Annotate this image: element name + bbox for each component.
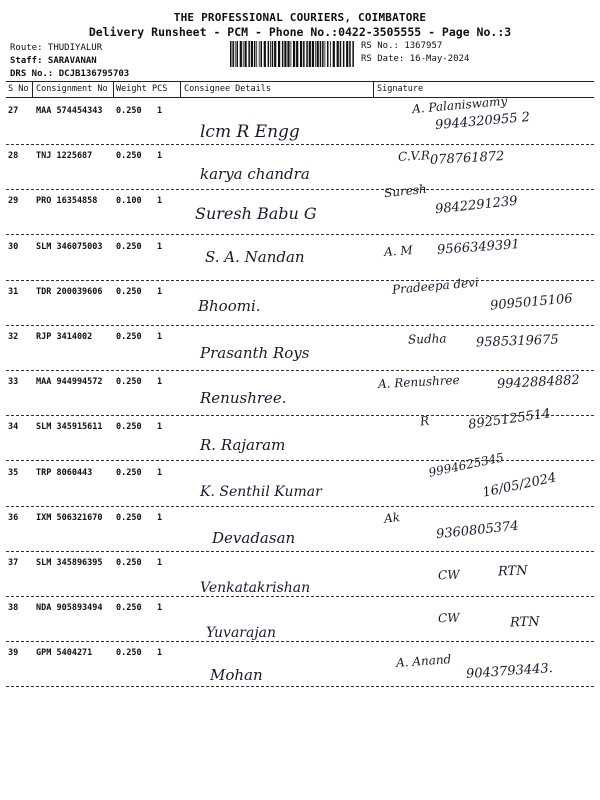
row-signature-phone: 16/05/2024 <box>481 469 558 501</box>
row-signature: Suresh <box>383 182 428 201</box>
header-top-rule <box>6 81 594 82</box>
row-sno: 27 <box>8 106 19 116</box>
row-signature: R <box>419 413 430 429</box>
row-weight: 0.250 <box>116 106 142 116</box>
row-weight: 0.100 <box>116 196 142 207</box>
row-consignment-no: MAA 574454343 <box>36 106 103 116</box>
row-signature: CW <box>437 567 460 583</box>
row-sno: 38 <box>8 603 19 614</box>
company-title: THE PROFESSIONAL COURIERS, COIMBATORE <box>173 11 427 24</box>
row-sno: 31 <box>8 286 19 297</box>
column-divider <box>373 81 374 98</box>
row-signature: A. Palaniswamy <box>411 93 508 117</box>
row-pcs: 1 <box>157 286 163 297</box>
row-consignment-no: TRP 8060443 <box>36 467 93 478</box>
row-sno: 35 <box>8 467 19 478</box>
row-signature: CW <box>437 610 460 626</box>
table-row <box>0 449 600 507</box>
row-signature-phone: 9942884882 <box>496 373 581 393</box>
row-consignee-handwritten: lcm R Engg <box>200 122 300 142</box>
row-pcs: 1 <box>157 422 163 433</box>
row-pcs: 1 <box>157 332 163 342</box>
row-signature-phone: 9566349391 <box>436 236 521 258</box>
column-divider <box>113 81 114 98</box>
row-sno: 33 <box>8 377 19 388</box>
row-consignee-handwritten: Mohan <box>210 666 263 685</box>
column-divider <box>180 81 181 98</box>
row-consignment-no: MAA 944994572 <box>36 377 103 388</box>
row-signature-phone: RTN <box>509 614 540 631</box>
row-signature-phone: 9842291239 <box>434 194 519 218</box>
row-sno: 30 <box>8 241 19 252</box>
row-weight: 0.250 <box>116 422 142 433</box>
col-header-signature: Signature <box>377 84 424 94</box>
row-pcs: 1 <box>157 106 163 116</box>
table-row <box>0 93 600 145</box>
row-pcs: 1 <box>157 467 163 478</box>
row-pcs: 1 <box>157 648 163 659</box>
row-signature-phone: 9585319675 <box>475 332 559 351</box>
row-consignee-handwritten: Renushree. <box>200 389 287 408</box>
row-sno: 28 <box>8 151 19 162</box>
row-consignment-no: IXM 506321670 <box>36 512 103 523</box>
table-row <box>0 371 600 416</box>
row-weight: 0.250 <box>116 467 142 478</box>
row-pcs: 1 <box>157 151 163 162</box>
row-signature-phone: 078761872 <box>429 149 505 169</box>
row-consignee-handwritten: Devadasan <box>212 528 296 547</box>
row-consignment-no: SLM 346075003 <box>36 241 103 252</box>
row-sno: 39 <box>8 648 19 659</box>
row-weight: 0.250 <box>116 241 142 252</box>
row-sno: 29 <box>8 196 19 207</box>
table-row <box>0 406 600 461</box>
row-signature-phone: 9360805374 <box>435 518 520 543</box>
row-weight: 0.250 <box>116 332 142 342</box>
table-row <box>0 275 600 326</box>
table-row <box>0 236 600 281</box>
table-row <box>0 552 600 597</box>
row-signature: Ak <box>383 510 401 526</box>
table-row <box>0 182 600 235</box>
table-row <box>0 507 600 552</box>
row-weight: 0.250 <box>116 558 142 568</box>
table-row <box>0 642 600 687</box>
row-pcs: 1 <box>157 512 163 523</box>
col-header-consignee: Consignee Details <box>184 84 271 94</box>
row-signature-phone: 8925125514 <box>467 406 552 434</box>
row-sno: 34 <box>8 422 19 433</box>
row-consignee-handwritten: Bhoomi. <box>198 296 261 315</box>
row-pcs: 1 <box>157 196 163 207</box>
row-consignment-no: TDR 200039606 <box>36 286 103 297</box>
col-header-pcs: PCS <box>152 84 168 94</box>
row-sno: 37 <box>8 558 19 568</box>
row-signature: A. Renushree <box>377 373 461 392</box>
row-consignee-handwritten: Yuvarajan <box>206 625 277 642</box>
rs-date: RS Date: 16-May-2024 <box>361 54 470 64</box>
row-signature: A. M <box>383 242 414 259</box>
runsheet-subtitle: Delivery Runsheet - PCM - Phone No.:0422-3505555 - Page No.:3 <box>88 25 512 39</box>
route-label: Route: THUDIYALUR <box>10 43 103 53</box>
row-weight: 0.250 <box>116 512 142 523</box>
row-sno: 32 <box>8 332 19 342</box>
row-signature-phone: RTN <box>497 563 528 580</box>
rs-number: RS No.: 1367957 <box>361 41 443 51</box>
row-weight: 0.250 <box>116 648 142 659</box>
row-consignment-no: NDA 905893494 <box>36 603 103 614</box>
row-signature-phone: 9944320955 2 <box>434 109 531 134</box>
row-consignment-no: SLM 345915611 <box>36 422 103 433</box>
staff-label: Staff: SARAVANAN <box>10 56 97 66</box>
row-weight: 0.250 <box>116 603 142 614</box>
row-signature-phone: 9043793443. <box>465 661 554 683</box>
col-header-consignment: Consignment No <box>36 84 108 94</box>
row-weight: 0.250 <box>116 286 142 297</box>
row-pcs: 1 <box>157 377 163 388</box>
row-signature: Sudha <box>407 331 447 347</box>
row-weight: 0.250 <box>116 151 142 162</box>
barcode-image <box>229 41 354 67</box>
row-consignment-no: RJP 3414002 <box>36 332 93 342</box>
row-signature-phone: 9095015106 <box>489 291 574 314</box>
col-header-weight: Weight <box>116 84 147 94</box>
row-weight: 0.250 <box>116 377 142 388</box>
row-consignee-handwritten: Prasanth Roys <box>200 344 310 362</box>
table-row <box>0 326 600 371</box>
row-pcs: 1 <box>157 603 163 614</box>
row-signature: 9994625345 <box>427 449 505 480</box>
row-consignee-handwritten: Suresh Babu G <box>195 204 317 224</box>
row-signature: Pradeepa devi <box>391 275 480 297</box>
drs-number: DRS No.: DCJB136795703 <box>10 69 130 79</box>
row-consignee-handwritten: S. A. Nandan <box>205 247 305 266</box>
row-sno: 36 <box>8 512 19 523</box>
column-divider <box>32 81 33 98</box>
row-consignment-no: PRO 16354858 <box>36 196 98 207</box>
row-pcs: 1 <box>157 241 163 252</box>
row-signature: C.V.R <box>397 148 431 165</box>
table-row <box>0 145 600 190</box>
row-consignee-handwritten: Venkatakrishan <box>200 580 311 596</box>
row-consignment-no: TNJ 1225687 <box>36 151 93 162</box>
row-pcs: 1 <box>157 558 163 568</box>
row-consignee-handwritten: karya chandra <box>200 165 310 184</box>
row-signature: A. Anand <box>395 652 452 671</box>
row-consignment-no: GPM 5404271 <box>36 648 93 659</box>
col-header-sno: S No <box>8 84 29 94</box>
table-row <box>0 597 600 642</box>
row-consignee-handwritten: R. Rajaram <box>200 436 286 455</box>
row-consignment-no: SLM 345896395 <box>36 558 103 568</box>
row-consignee-handwritten: K. Senthil Kumar <box>200 483 322 500</box>
row-separator <box>6 686 594 687</box>
